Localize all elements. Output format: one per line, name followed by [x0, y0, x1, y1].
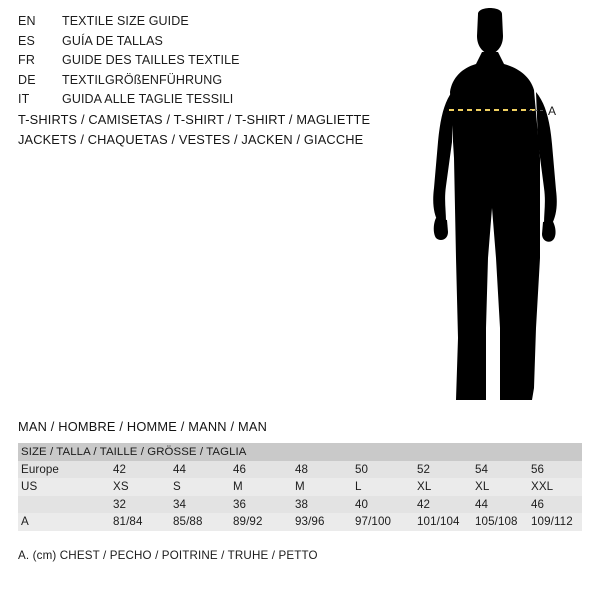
table-cell: 93/96	[292, 513, 352, 531]
table-row	[18, 461, 582, 479]
table-cell: 38	[292, 496, 352, 514]
size-table	[18, 443, 582, 531]
man-section-heading: MAN / HOMBRE / HOMME / MANN / MAN	[18, 419, 268, 434]
category-tshirts: T-SHIRTS / CAMISETAS / T-SHIRT / T-SHIRT / MAGLIETTE	[18, 112, 371, 127]
table-cell: 42	[110, 461, 170, 479]
language-code: IT	[18, 92, 30, 106]
table-header-label: SIZE / TALLA / TAILLE / GRÖSSE / TAGLIA	[18, 443, 582, 461]
language-title: GUIDE DES TAILLES TEXTILE	[62, 53, 240, 67]
table-row	[18, 478, 582, 496]
table-cell: 89/92	[230, 513, 292, 531]
table-cell: M	[292, 478, 352, 496]
table-row	[18, 496, 582, 514]
language-code: FR	[18, 53, 36, 67]
table-cell: 42	[414, 496, 472, 514]
language-list	[18, 14, 378, 112]
category-list	[18, 110, 418, 150]
language-code: DE	[18, 72, 36, 87]
chest-measure-label: A	[548, 104, 557, 118]
table-cell: 56	[528, 461, 582, 479]
table-cell: M	[230, 478, 292, 496]
table-cell: 101/104	[414, 513, 472, 531]
size-table-wrap	[18, 443, 582, 531]
category-jackets: JACKETS / CHAQUETAS / VESTES / JACKEN / GIACCHE	[18, 132, 364, 147]
language-row	[18, 92, 378, 112]
table-cell: 34	[170, 496, 230, 514]
table-row	[18, 513, 582, 531]
language-row	[18, 14, 378, 34]
language-title: TEXTILE SIZE GUIDE	[62, 14, 189, 28]
row-label	[18, 496, 110, 514]
table-cell: 46	[230, 461, 292, 479]
row-label: Europe	[18, 461, 110, 479]
language-code: ES	[18, 33, 36, 48]
table-cell: S	[170, 478, 230, 496]
table-cell: 36	[230, 496, 292, 514]
table-cell: 48	[292, 461, 352, 479]
row-label: US	[18, 478, 110, 496]
table-cell: 52	[414, 461, 472, 479]
table-cell: 97/100	[352, 513, 414, 531]
table-cell: XL	[472, 478, 528, 496]
language-title: TEXTILGRÖßENFÜHRUNG	[62, 72, 223, 87]
chest-pointer-dash	[529, 110, 543, 111]
table-cell: XXL	[528, 478, 582, 496]
table-cell: 40	[352, 496, 414, 514]
table-cell: 50	[352, 461, 414, 479]
language-row	[18, 34, 378, 54]
language-title: GUIDA ALLE TAGLIE TESSILI	[62, 92, 234, 106]
language-row	[18, 53, 378, 73]
table-cell: 44	[170, 461, 230, 479]
table-cell: 46	[528, 496, 582, 514]
table-cell: 54	[472, 461, 528, 479]
table-header-row	[18, 443, 582, 461]
table-cell: 85/88	[170, 513, 230, 531]
table-cell: L	[352, 478, 414, 496]
table-cell: 105/108	[472, 513, 528, 531]
table-cell: 109/112	[528, 513, 582, 531]
language-row	[18, 73, 378, 93]
language-code: EN	[18, 14, 36, 28]
language-title: GUÍA DE TALLAS	[62, 33, 163, 48]
table-cell: XL	[414, 478, 472, 496]
table-footnote: A. (cm) CHEST / PECHO / POITRINE / TRUHE / PETTO	[18, 549, 318, 562]
table-cell: XS	[110, 478, 170, 496]
table-cell: 32	[110, 496, 170, 514]
table-cell: 81/84	[110, 513, 170, 531]
table-cell: 44	[472, 496, 528, 514]
row-label: A	[18, 513, 110, 531]
body-silhouette-figure	[400, 8, 600, 408]
